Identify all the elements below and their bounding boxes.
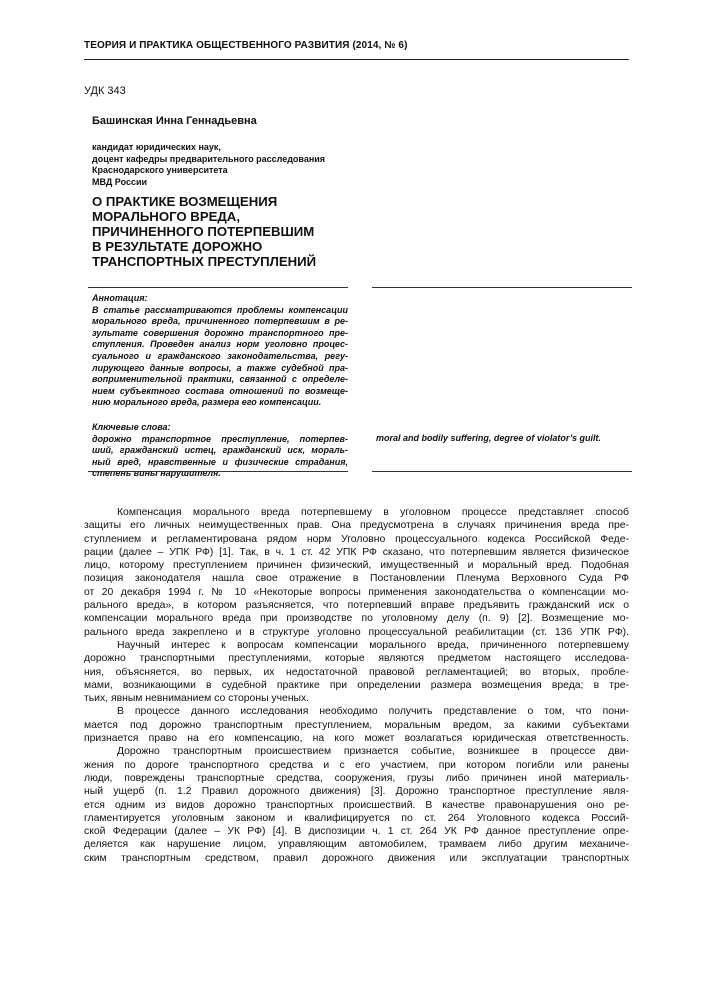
- title-line: О ПРАКТИКЕ ВОЗМЕЩЕНИЯ: [92, 194, 278, 209]
- article-body: [84, 506, 629, 865]
- affiliation-line: доцент кафедры предварительного расследования: [92, 153, 326, 164]
- body-line: от 20 декабря 1994 г. № 10 «Некоторые вопросы применения законодательства о компенсации мо-: [84, 586, 629, 598]
- title-line: ТРАНСПОРТНЫХ ПРЕСТУПЛЕНИЙ: [92, 254, 317, 269]
- title-line: МОРАЛЬНОГО ВРЕДА,: [92, 209, 240, 224]
- body-line: Компенсация морального вреда потерпевшему в уголовном процессе представляет способ: [117, 507, 629, 518]
- abstract-block: [92, 293, 348, 480]
- author-name: Башинская Инна Геннадьевна: [92, 115, 257, 127]
- body-line: позиция законодателя нашла свое отражение в Постановлении Пленума Верховного Суда РФ: [84, 573, 629, 585]
- body-line: рации (далее – УПК РФ) [1]. Так, в ч. 1 ст. 42 УПК РФ сказано, что потерпевшим является физическое: [84, 546, 629, 558]
- english-abstract-top-rule: [372, 287, 632, 288]
- body-line: тьих, явным невниманием со стороны ученых.: [84, 693, 310, 705]
- keywords-line: ный вред, нравственные и физические страдания,: [92, 456, 348, 467]
- abstract-line: нию морального вреда, размера его компенсации.: [92, 397, 322, 408]
- abstract-line: суального и гражданского законодательства, регу-: [92, 350, 348, 361]
- body-line: Научный интерес к вопросам компенсации морального вреда, причиненного потерпевшему: [117, 639, 629, 651]
- body-line: жения по дороге транспортного средства и с его участием, при котором погибли или ранены: [84, 759, 629, 771]
- body-line: ется одним из видов дорожно транспортных происшествий. В качестве правонарушения оно ре-: [84, 799, 629, 811]
- body-line: рального вреда закреплено и в структуре уголовно процессуальной реабилитации (ст. 136 УПК РФ).: [84, 626, 629, 638]
- english-abstract-bottom-rule: [372, 471, 632, 472]
- body-line: защиты его личных неимущественных прав. Она предусмотрена в случаях причинения вреда пре-: [84, 520, 629, 532]
- body-line: гламентируется уголовным законом и квалифицируется по ст. 264 Уголовного кодекса Россий-: [84, 812, 629, 824]
- keywords-heading: Ключевые слова:: [92, 421, 171, 432]
- body-line: рального вреда», в котором разъясняется, что потерпевший вправе предъявить гражданский иск о: [84, 600, 629, 612]
- keywords-line: ший, гражданский истец, гражданский иск, мораль-: [92, 445, 348, 456]
- body-line: Дорожно транспортным происшествием признается событие, возникшее в процессе дви-: [117, 746, 629, 758]
- affiliation-line: кандидат юридических наук,: [92, 142, 221, 152]
- udk-code: УДК 343: [84, 85, 126, 97]
- keywords-line: степень вины нарушителя.: [92, 468, 221, 479]
- author-affiliation: [92, 142, 325, 188]
- article-title: [92, 194, 316, 269]
- body-line: В процессе данного исследования необходимо получить представление о том, что пони-: [117, 706, 629, 718]
- title-line: ПРИЧИНЕННОГО ПОТЕРПЕВШИМ: [92, 224, 315, 239]
- keywords-line: дорожно транспортное преступление, потерпев-: [92, 433, 348, 444]
- body-line: лицо, которому преступлением причинен физический, имущественный и моральный вред. Подобная: [84, 560, 629, 572]
- body-line: дорожно транспортными преступлениями, которые являются предметом настоящего исследова-: [84, 653, 629, 665]
- body-line: ступлением и регламентирована рядом норм Уголовно процессуального кодекса Российской Феде-: [84, 533, 629, 545]
- abstract-line: ступления. Проведен анализ норм уголовно процес-: [92, 339, 348, 350]
- abstract-bottom-rule: [88, 471, 348, 472]
- affiliation-line: Краснодарского университета: [92, 165, 228, 176]
- body-line: ской Федерации (далее – УК РФ) [4]. В диспозиции ч. 1 ст. 264 УК РФ данное преступление опре-: [84, 826, 629, 838]
- title-line: В РЕЗУЛЬТАТЕ ДОРОЖНО: [92, 239, 263, 254]
- body-line: деляется как нарушение лицом, управляющим автомобилем, трамваем либо другим механиче-: [84, 839, 629, 851]
- abstract-heading: Аннотация:: [92, 293, 148, 303]
- header-rule: [84, 59, 629, 60]
- abstract-line: В статье рассматриваются проблемы компенсации: [92, 304, 348, 315]
- body-line: люди, повреждены транспортные средства, сооружения, грузы либо причинен иной материаль-: [84, 772, 629, 784]
- running-head: ТЕОРИЯ И ПРАКТИКА ОБЩЕСТВЕННОГО РАЗВИТИЯ (2014, № 6): [84, 40, 408, 51]
- body-line: ским транспортным средством, правил дорожного движения или эксплуатации транспортных: [84, 852, 629, 864]
- abstract-top-rule: [88, 287, 348, 288]
- abstract-line: нием субъектного состава отношений по возмеще-: [92, 385, 348, 396]
- body-line: мается под дорожно транспортным преступлением, моральным вредом, за какими субъектами: [84, 719, 629, 731]
- english-keywords-fragment: moral and bodily suffering, degree of violator’s guilt.: [376, 433, 602, 443]
- body-line: компенсации морального вреда при производстве по уголовному делу (п. 9) [2]. Возмещение мо-: [84, 613, 629, 625]
- abstract-line: лирующего данные вопросы, а также судебной пра-: [92, 362, 348, 373]
- abstract-line: морального вреда, причиненного потерпевшим в ре-: [92, 316, 348, 327]
- abstract-line: зультате совершения дорожно транспортного пре-: [92, 327, 348, 338]
- body-line: признается право на его компенсацию, на кого может возлагаться юридическая ответственность.: [84, 733, 629, 745]
- body-line: ния, объясняется, во первых, их недостаточной правовой регламентацией; во вторых, пробле-: [84, 666, 629, 678]
- body-line: мами, возникающими в судебной практике при определении размера возмещения вреда; в тре-: [84, 679, 629, 691]
- body-line: ный ущерб (п. 1.2 Правил дорожного движения) [3]. Дорожно транспортное преступление явля-: [84, 786, 629, 798]
- affiliation-line: МВД России: [92, 176, 148, 187]
- abstract-line: воприменительной практики, связанной с определе-: [92, 374, 348, 385]
